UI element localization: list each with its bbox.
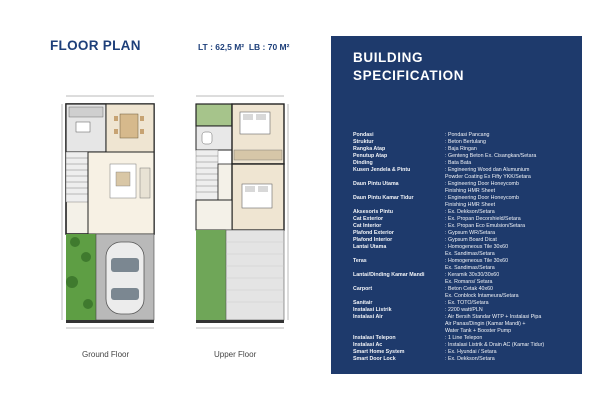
spec-row [353,272,573,279]
spec-value: : Ex. Propan Decorshield/Setara [445,216,521,222]
spec-value: : Beton Cetak 40x60 [445,286,493,292]
spec-key: Kusen Jendela & Pintu [353,167,411,173]
spec-row [353,146,573,153]
spec-key: Daun Pintu Utama [353,181,399,187]
spec-row [353,300,573,307]
spec-key: Lantai/Dinding Kamar Mandi [353,272,425,278]
ground-floor-drawing [60,92,160,332]
spec-value: : Ex. TOTO/Setara [445,300,489,306]
spec-key: Dinding [353,160,373,166]
building-specification-panel [331,36,582,374]
spec-row [353,195,573,202]
spec-row [353,188,573,195]
upper-floor-label: Upper Floor [214,350,257,359]
spec-row [353,356,573,363]
spec-row [353,230,573,237]
spec-key: Instalasi Ac [353,342,383,348]
spec-value: Air Panas/Dingin (Kamar Mandi) + [445,321,526,327]
spec-row [353,286,573,293]
spec-value: : Homogeneous Tile 30x60 [445,258,509,264]
spec-row [353,265,573,272]
spec-row [353,132,573,139]
spec-key: Instalasi Listrik [353,307,392,313]
spec-row [353,307,573,314]
spec-row [353,251,573,258]
spec-row [353,160,573,167]
spec-value: Finishing HMR Sheet [445,202,496,208]
spec-value: Ex. Conblock Intameura/Setara [445,293,519,299]
spec-row [353,321,573,328]
spec-value: : Engineering Door Honeycomb [445,181,519,187]
spec-key: Carport [353,286,373,292]
spec-row [353,314,573,321]
spec-key: Instalasi Air [353,314,383,320]
spec-key: Pondasi [353,132,374,138]
spec-key: Lantai Utama [353,244,387,250]
spec-key: Sanitair [353,300,373,306]
upper-floor-plan [190,92,290,332]
spec-key: Smart Door Lock [353,356,396,362]
spec-key: Teras [353,258,367,264]
spec-key: Rangka Atap [353,146,386,152]
spec-value: : Baja Ringan [445,146,477,152]
spec-value: : 2200 watt/PLN [445,307,483,313]
spec-key: Aksesoris Pintu [353,209,394,215]
spec-row [353,202,573,209]
spec-key: Plafond Interior [353,237,393,243]
spec-row [353,293,573,300]
spec-list [353,132,573,363]
spec-row [353,223,573,230]
spec-value: : Air Bersih Standar WTP + Instalasi Pipa [445,314,542,320]
spec-key: Instalasi Telepon [353,335,396,341]
ground-floor-plan [60,92,160,332]
ground-floor-label: Ground Floor [82,350,130,359]
spec-row [353,209,573,216]
spec-key: Struktur [353,139,374,145]
spec-value: : Instalasi Listrik & Drain AC (Kamar Tidur) [445,342,545,348]
spec-value: Ex. Sandimas/Setara [445,265,495,271]
spec-value: : Ex. Dekkson/Setara [445,356,495,362]
spec-row [353,244,573,251]
spec-key: Smart Home System [353,349,405,355]
spec-key: Plafond Exterior [353,230,394,236]
spec-value: : Homogeneous Tile 30x60 [445,244,509,250]
spec-value: Powder Coating Ex Fifty YKK/Setara [445,174,531,180]
spec-value: : Ex. Hyundai / Setara [445,349,497,355]
spec-row [353,153,573,160]
spec-row [353,335,573,342]
spec-value: Ex. Romans/ Setara [445,279,493,285]
spec-value: Finishing HMR Sheet [445,188,496,194]
spec-row [353,139,573,146]
spec-title-line2: SPECIFICATION [353,68,465,83]
land-area: LT : 62,5 M² [198,42,245,52]
spec-key: Penutup Atap [353,153,388,159]
spec-key: Cat Interior [353,223,382,229]
spec-row [353,349,573,356]
spec-row [353,342,573,349]
spec-key: Cat Exterior [353,216,384,222]
spec-value: : Gypsum WR/Setara [445,230,496,236]
spec-key: Daun Pintu Kamar Tidur [353,195,414,201]
floor-plan-title: FLOOR PLAN [50,38,141,53]
spec-value: : Ex. Propan Eco Emulsion/Setara [445,223,526,229]
building-area: LB : 70 M² [248,42,290,52]
spec-value: : Genteng Beton Ex. Cisangkan/Setara [445,153,537,159]
spec-value: : Keramik 30x30/30x60 [445,272,500,278]
spec-value: : Beton Bertulang [445,139,486,145]
spec-value: : Pondasi Pancang [445,132,490,138]
spec-value: : Ex. Dekkson/Setara [445,209,495,215]
spec-value: : Engineering Door Honeycomb [445,195,519,201]
spec-value: Ex. Sandimas/Setara [445,251,495,257]
spec-row [353,181,573,188]
spec-title-line1: BUILDING [353,50,424,65]
spec-row [353,258,573,265]
spec-row [353,328,573,335]
spec-value: : Bata Bata [445,160,472,166]
spec-value: : Engineering Wood dan Alumunium [445,167,530,173]
spec-row [353,216,573,223]
spec-value: Water Tank + Booster Pump [445,328,512,334]
upper-floor-drawing [190,92,290,332]
area-summary [198,42,289,52]
spec-row [353,237,573,244]
spec-value: : 1 Line Telepon [445,335,483,341]
spec-row [353,174,573,181]
spec-row [353,279,573,286]
spec-row [353,167,573,174]
spec-value: : Gypsum Board Dicat [445,237,497,243]
